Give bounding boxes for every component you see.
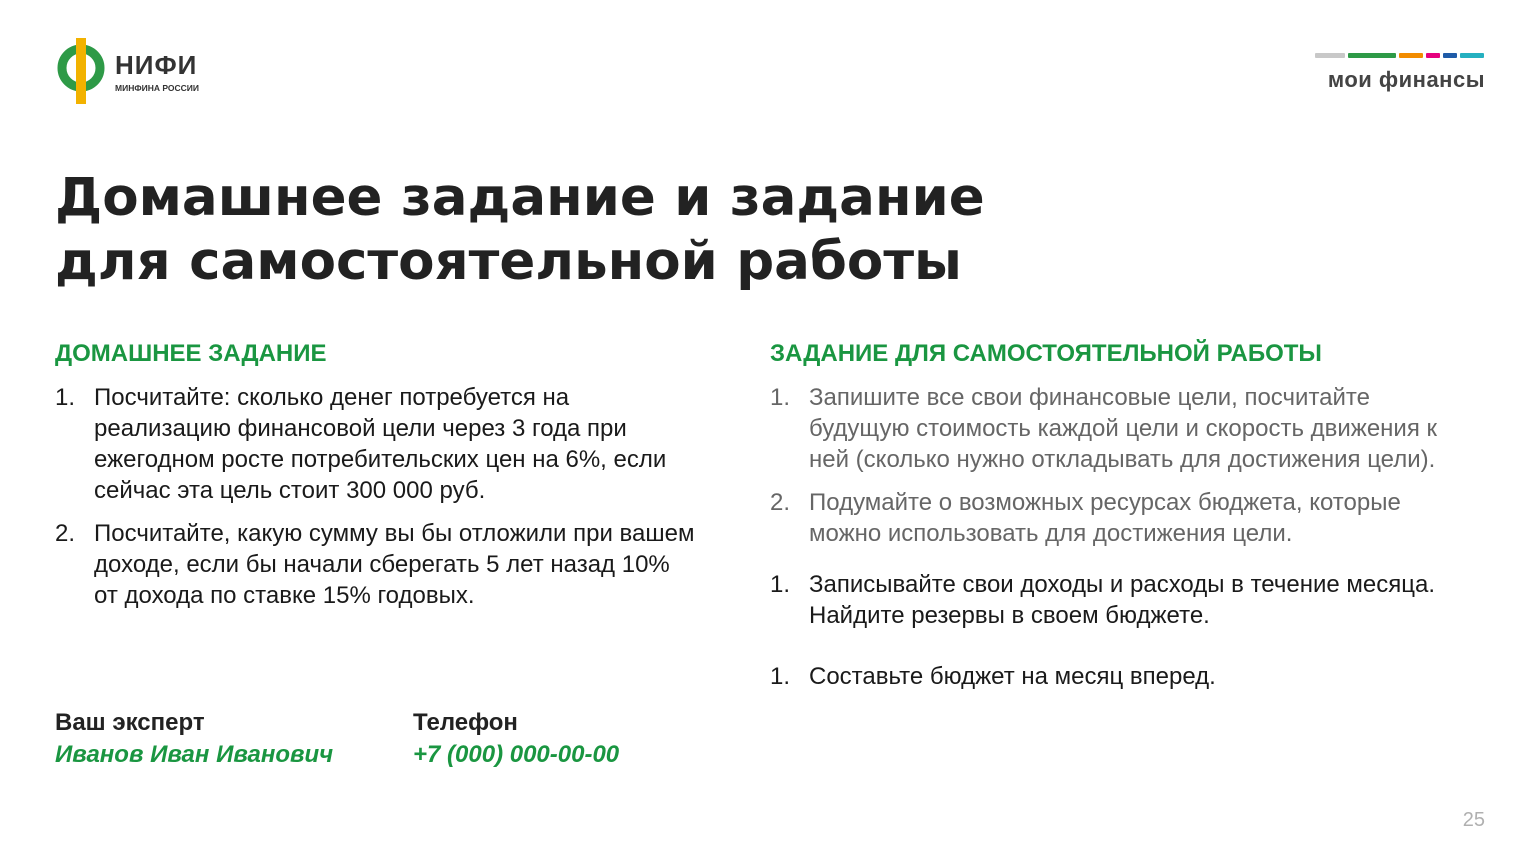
list-item (770, 569, 1470, 631)
list-item-number: 1. (770, 663, 791, 690)
list-item (770, 382, 1470, 475)
list-item (770, 661, 1470, 692)
list-item-text: Составьте бюджет на месяц вперед. (809, 663, 1216, 690)
color-bar (1460, 53, 1484, 58)
list-item-number: 2. (55, 520, 76, 547)
slide-title-line-1: Домашнее задание и задание (55, 167, 985, 228)
list-item-text: Запишите все свои финансовые цели, посчитайте будущую стоимость каждой цели и скорость движения к ней (сколько нужно откладывать для достижения цели). (809, 384, 1437, 473)
independent-work-list-dark (770, 569, 1470, 692)
nifi-logo-name: НИФИ (115, 50, 198, 80)
color-bar (1426, 53, 1440, 58)
list-item-number: 1. (55, 384, 76, 411)
list-item-number: 1. (770, 384, 791, 411)
slide-title (55, 166, 1155, 294)
page-number: 25 (1462, 809, 1485, 831)
nifi-logo (55, 38, 205, 106)
list-item-text: Посчитайте: сколько денег потребуется на реализацию финансовой цели через 3 года при ежегодном росте потребительских цен на 6%, если сейчас эта цель стоит 300 000 руб. (94, 384, 667, 504)
moi-finansy-color-bars (1315, 53, 1485, 58)
phone-number: +7 (000) 000-00-00 (413, 741, 620, 768)
expert-name: Иванов Иван Иванович (55, 741, 334, 768)
independent-work-list-gray (770, 382, 1470, 549)
independent-work-heading: ЗАДАНИЕ ДЛЯ САМОСТОЯТЕЛЬНОЙ РАБОТЫ (770, 340, 1322, 367)
list-item (55, 382, 695, 506)
slide-title-line-2: для самостоятельной работы (55, 231, 962, 292)
list-item-number: 2. (770, 489, 791, 516)
nifi-logo-subtitle: МИНФИНА РОССИИ (115, 83, 199, 93)
moi-finansy-name: мои финансы (1327, 67, 1485, 92)
list-item-text: Посчитайте, какую сумму вы бы отложили при вашем доходе, если бы начали сберегать 5 лет назад 10% от дохода по ставке 15% годовых. (94, 520, 695, 609)
list-item (55, 518, 695, 611)
color-bar (1443, 53, 1457, 58)
nifi-logo-icon (55, 38, 107, 104)
expert-block (55, 707, 333, 771)
homework-list (55, 382, 695, 611)
list-item (770, 487, 1470, 549)
homework-heading: ДОМАШНЕЕ ЗАДАНИЕ (55, 340, 327, 367)
phone-block (413, 707, 619, 771)
phone-label: Телефон (413, 709, 518, 736)
list-item-number: 1. (770, 571, 791, 598)
moi-finansy-logo (1315, 53, 1485, 93)
color-bar (1315, 53, 1345, 58)
color-bar (1399, 53, 1423, 58)
list-item-text: Записывайте свои доходы и расходы в течение месяца. Найдите резервы в своем бюджете. (809, 571, 1435, 629)
independent-work-column (770, 340, 1470, 704)
expert-label: Ваш эксперт (55, 709, 205, 736)
color-bar (1348, 53, 1396, 58)
list-item-text: Подумайте о возможных ресурсах бюджета, которые можно использовать для достижения цели. (809, 489, 1401, 547)
homework-column (55, 340, 695, 623)
